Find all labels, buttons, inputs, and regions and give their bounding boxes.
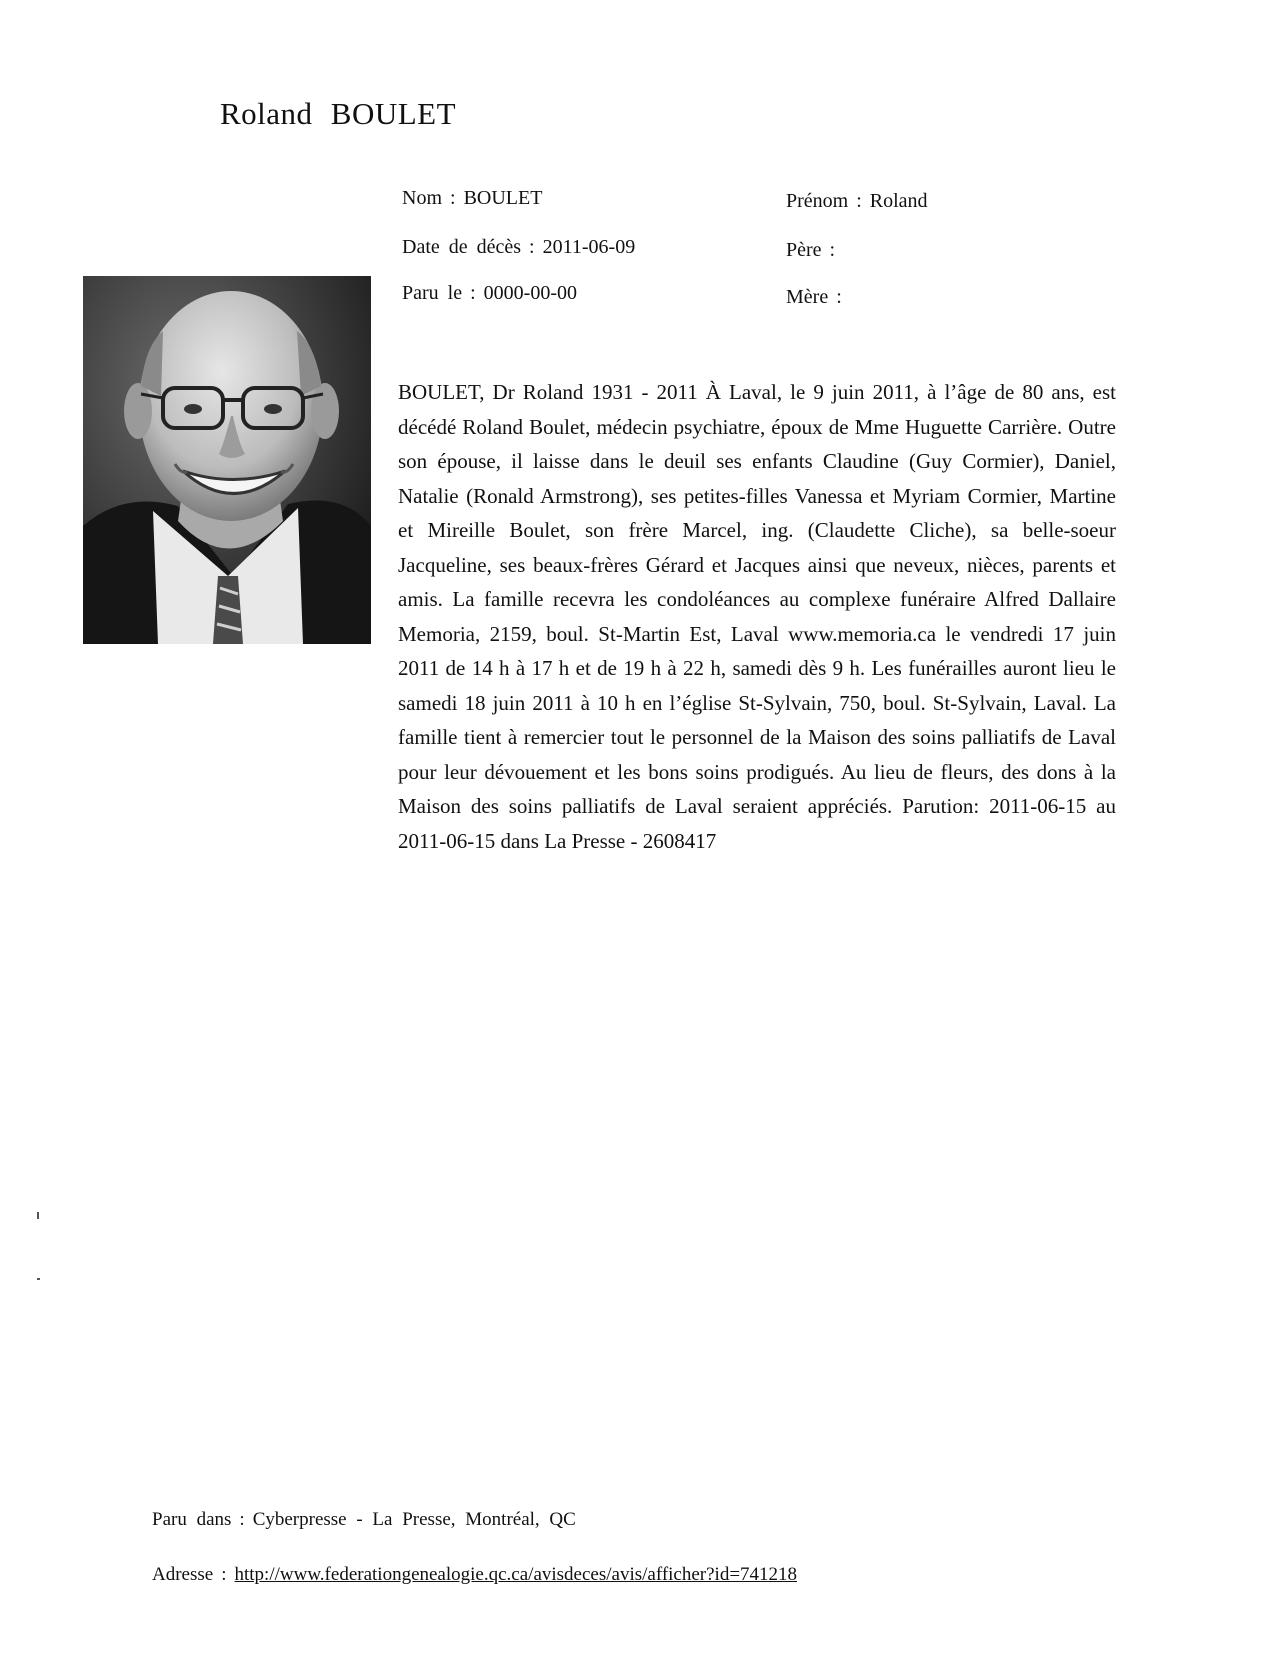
field-paru-le bbox=[402, 282, 577, 305]
field-prenom bbox=[786, 190, 928, 213]
scan-speck bbox=[37, 1212, 39, 1219]
field-mere-label: Mère bbox=[786, 286, 829, 308]
field-separator: : bbox=[450, 187, 456, 209]
footer-separator: : bbox=[221, 1564, 227, 1585]
field-prenom-label: Prénom bbox=[786, 190, 849, 212]
footer-paru-dans bbox=[152, 1509, 576, 1531]
portrait-photo-icon bbox=[83, 276, 371, 644]
field-paru-value: 0000-00-00 bbox=[483, 282, 577, 304]
field-separator: : bbox=[856, 190, 862, 212]
field-pere-label: Père bbox=[786, 239, 822, 261]
footer-adresse bbox=[152, 1564, 797, 1586]
footer-adresse-link[interactable]: http://www.federationgenealogie.qc.ca/avisdeces/avis/afficher?id=741218 bbox=[234, 1564, 798, 1585]
field-separator: : bbox=[529, 236, 535, 258]
field-separator: : bbox=[470, 282, 476, 304]
obituary-text: BOULET, Dr Roland 1931 - 2011 À Laval, le 9 juin 2011, à l’âge de 80 ans, est décédé Roland Boulet, médecin psychiatre, époux de Mme Huguette Carrière. Outre son épouse, il laisse dans le deuil ses enfants Claudine (Guy Cormier), Daniel, Natalie (Ronald Armstrong), ses petites-filles Vanessa et Myriam Cormier, Martine et Mireille Boulet, son frère Marcel, ing. (Claudette Cliche), sa belle-soeur Jacqueline, ses beaux-frères Gérard et Jacques ainsi que neveux, nièces, parents et amis. La famille recevra les condoléances au complexe funéraire Alfred Dallaire Memoria, 2159, boul. St-Martin Est, Laval www.memoria.ca le vendredi 17 juin 2011 de 14 h à 17 h et de 19 h à 22 h, samedi dès 9 h. Les funérailles auront lieu le samedi 18 juin 2011 à 10 h en l’église St-Sylvain, 750, boul. St-Sylvain, Laval. La famille tient à remercier tout le personnel de la Maison des soins palliatifs de Laval pour leur dévouement et les bons soins prodigués. Au lieu de fleurs, des dons à la Maison des soins palliatifs de Laval seraient appréciés. Parution: 2011-06-15 au 2011-06-15 dans La Presse - 2608417 bbox=[398, 380, 1116, 853]
field-date-label: Date de décès bbox=[402, 236, 522, 258]
footer-paru-dans-value: Cyberpresse - La Presse, Montréal, QC bbox=[252, 1509, 576, 1530]
field-nom-value: BOULET bbox=[463, 187, 543, 209]
field-mere bbox=[786, 286, 850, 309]
footer-separator: : bbox=[239, 1509, 245, 1530]
field-separator: : bbox=[829, 239, 836, 261]
scan-speck bbox=[37, 1278, 40, 1280]
field-nom bbox=[402, 187, 542, 210]
footer-adresse-label: Adresse bbox=[152, 1564, 214, 1585]
footer-paru-dans-label: Paru dans bbox=[152, 1509, 232, 1530]
field-date-value: 2011-06-09 bbox=[542, 236, 636, 258]
field-paru-label: Paru le bbox=[402, 282, 463, 304]
field-prenom-value: Roland bbox=[869, 190, 928, 212]
page-title: Roland BOULET bbox=[220, 96, 457, 131]
field-nom-label: Nom bbox=[402, 187, 442, 209]
portrait-photo bbox=[83, 276, 371, 644]
field-pere bbox=[786, 239, 843, 262]
field-separator: : bbox=[836, 286, 842, 308]
field-date-deces bbox=[402, 236, 635, 259]
